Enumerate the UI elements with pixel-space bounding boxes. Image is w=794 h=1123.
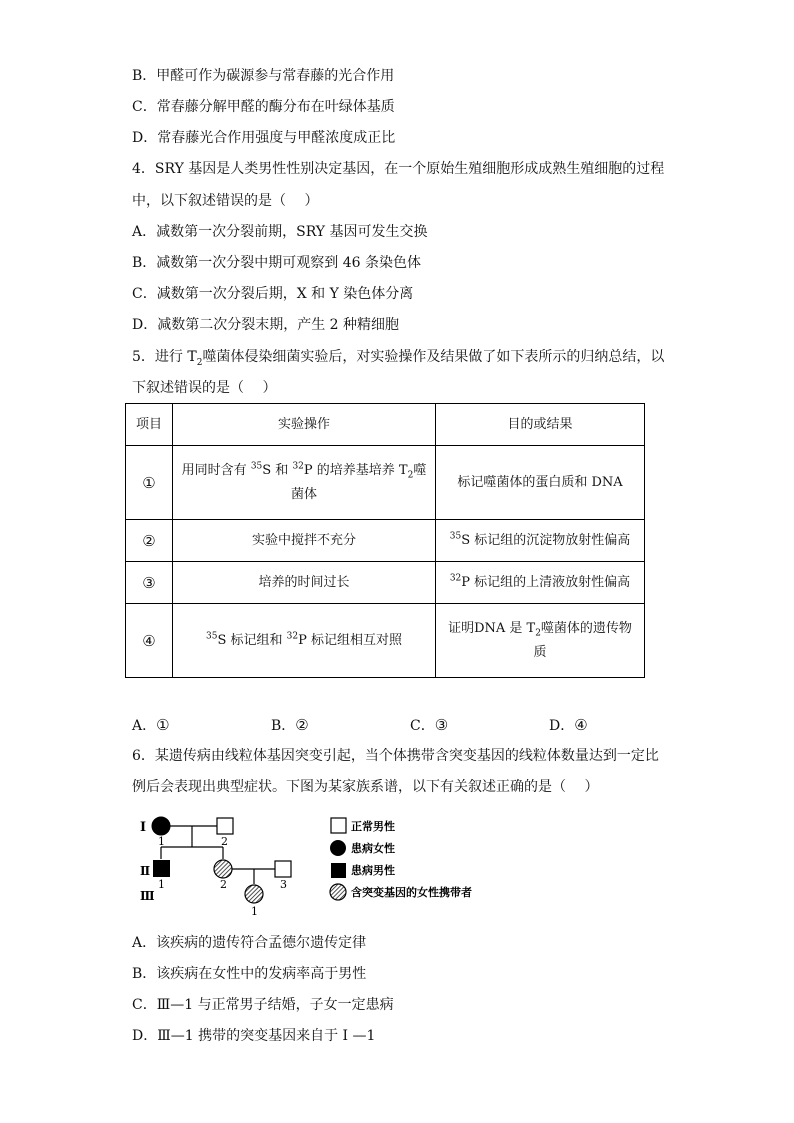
legend-normal-male-icon [331, 818, 346, 833]
table-cell-item: ③ [126, 562, 173, 604]
q6-stem-line1: 6．某遗传病由线粒体基因突变引起，当个体携带含突变基因的线粒体数量达到一定比 [132, 748, 659, 764]
q3-option-d: D．常春藤光合作用强度与甲醛浓度成正比 [132, 130, 396, 146]
generation-label-2: Ⅱ [140, 864, 151, 878]
q6-option-c: C．Ⅲ—1 与正常男子结婚，子女一定患病 [132, 997, 394, 1013]
q5-option-a: A．① [132, 716, 170, 734]
individual-II2-carrier-female [214, 860, 232, 878]
legend-carrier-female-icon [330, 884, 346, 900]
table-row [126, 446, 645, 520]
pedigree-chart [138, 812, 478, 920]
legend-affected-female-icon [330, 840, 346, 856]
q3-option-b: B．甲醛可作为碳源参与常春藤的光合作用 [132, 68, 395, 84]
table-cell-result: $^{32}$P 标记组的上清液放射性偏高 [436, 562, 645, 604]
label-I2: 2 [221, 835, 228, 848]
table-cell-result: 标记噬菌体的蛋白质和 DNA [436, 446, 645, 520]
table-cell-result: $^{35}$S 标记组的沉淀物放射性偏高 [436, 520, 645, 562]
individual-II3-normal-male [275, 861, 291, 877]
table-cell-item: ① [126, 446, 173, 520]
q6-option-a: A．该疾病的遗传符合孟德尔遗传定律 [132, 935, 367, 951]
label-III1: 1 [251, 905, 258, 918]
q5-stem-line1: 5．进行 $T_2$噬菌体侵染细菌实验后，对实验操作及结果做了如下表所示的归纳总结，以 [132, 349, 665, 368]
table-row [126, 604, 645, 678]
q4-option-c: C．减数第一次分裂后期，X 和 Y 染色体分离 [132, 286, 414, 302]
table-cell-operation: $^{35}$S 标记组和 $^{32}$P 标记组相互对照 [173, 604, 436, 678]
table-header-row [126, 404, 645, 446]
table-cell-operation: 实验中搅拌不充分 [173, 520, 436, 562]
q4-option-d: D．减数第二次分裂末期，产生 2 种精细胞 [132, 317, 400, 333]
table-cell-operation: 用同时含有 $^{35}$S 和 $^{32}$P 的培养基培养 $T_2$噬 菌体 [173, 446, 436, 520]
table-row [126, 562, 645, 604]
q5-option-c: C．③ [410, 716, 449, 734]
generation-label-1: Ⅰ [140, 820, 147, 835]
q4-stem-line2: 中，以下叙述错误的是（ ） [132, 193, 319, 209]
table-cell-operation: 培养的时间过长 [173, 562, 436, 604]
experiment-table [125, 403, 645, 678]
q6-option-b: B．该疾病在女性中的发病率高于男性 [132, 966, 367, 982]
table-header-operation: 实验操作 [173, 404, 436, 446]
individual-III1-carrier-female [245, 885, 263, 903]
table-row [126, 520, 645, 562]
legend-affected-male-icon [331, 863, 346, 878]
table-cell-result: 证明DNA 是 $T_2$噬菌体的遗传物 质 [436, 604, 645, 678]
table-cell-item: ② [126, 520, 173, 562]
q4-stem-line1: 4．SRY 基因是人类男性性别决定基因，在一个原始生殖细胞形成成熟生殖细胞的过程 [132, 161, 665, 177]
legend-normal-male: 正常男性 [351, 820, 395, 833]
legend-affected-female: 患病女性 [351, 842, 395, 855]
label-II2: 2 [220, 878, 227, 891]
q6-stem-line2: 例后会表现出典型症状。下图为某家族系谱，以下有关叙述正确的是（ ） [132, 779, 599, 795]
table-header-result: 目的或结果 [436, 404, 645, 446]
q5-option-d: D．④ [549, 716, 588, 734]
individual-I2-normal-male [217, 818, 233, 834]
q6-option-d: D．Ⅲ—1 携带的突变基因来自于 I —1 [132, 1028, 376, 1044]
legend-affected-male: 患病男性 [351, 864, 395, 877]
legend-carrier-female: 含突变基因的女性携带者 [351, 886, 472, 899]
q3-option-c: C．常春藤分解甲醛的酶分布在叶绿体基质 [132, 99, 395, 115]
label-II1: 1 [158, 878, 165, 891]
generation-label-3: Ⅲ [140, 889, 155, 903]
table-cell-item: ④ [126, 604, 173, 678]
q4-option-b: B．减数第一次分裂中期可观察到 46 条染色体 [132, 255, 422, 271]
individual-II1-affected-male [153, 860, 170, 877]
q5-option-b: B．② [271, 716, 309, 734]
label-II3: 3 [280, 878, 287, 891]
individual-I1-affected-female [152, 817, 170, 835]
label-I1: 1 [158, 835, 165, 848]
q4-option-a: A．减数第一次分裂前期，SRY 基因可发生交换 [132, 224, 428, 240]
q5-stem-line2: 下叙述错误的是（ ） [132, 380, 277, 396]
table-header-item: 项目 [126, 404, 173, 446]
